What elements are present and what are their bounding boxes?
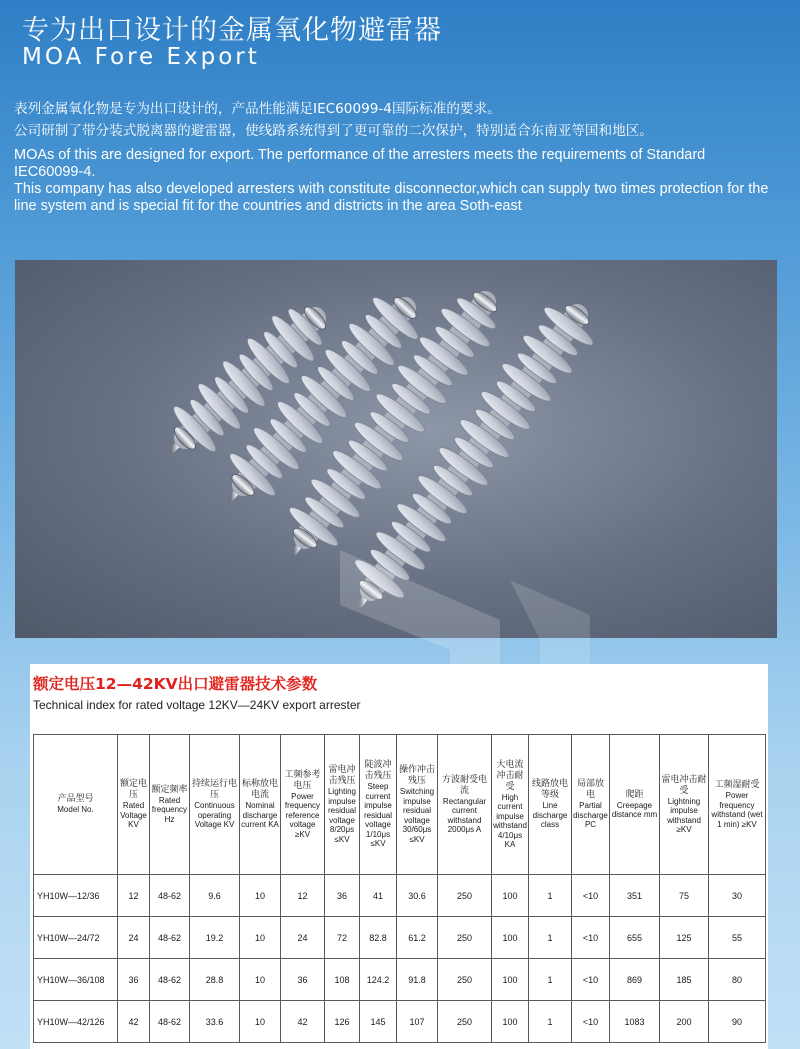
table-cell: 250 <box>438 917 492 959</box>
table-cell: 250 <box>438 1001 492 1043</box>
table-cell: 80 <box>709 959 766 1001</box>
column-header <box>660 735 709 875</box>
column-header <box>190 735 240 875</box>
table-cell: 36 <box>118 959 150 1001</box>
column-header <box>240 735 281 875</box>
table-cell: 100 <box>492 917 529 959</box>
intro-en-paragraph-2: This company has also developed arresters with constitute disconnector,which can supply two times protection for the line system and is special fit for the countries and districts in the area Soth-east <box>14 181 769 214</box>
table-title-cn: 额定电压12—42KV出口避雷器技术参数 <box>33 675 318 693</box>
table-cell: 1083 <box>610 1001 660 1043</box>
column-header-cn: 额定频率 <box>151 784 188 795</box>
column-header <box>492 735 529 875</box>
intro-section <box>14 98 794 215</box>
column-header <box>325 735 360 875</box>
column-header-cn: 雷电冲击耐受 <box>661 774 707 796</box>
table-cell: 1 <box>529 959 572 1001</box>
table-cell: 72 <box>325 917 360 959</box>
table-cell: 100 <box>492 1001 529 1043</box>
table-cell: 10 <box>240 959 281 1001</box>
model-cell: YH10W—12/36 <box>34 875 118 917</box>
arrester-illustration <box>15 260 777 638</box>
table-cell: <10 <box>572 875 610 917</box>
column-header <box>709 735 766 875</box>
column-header <box>150 735 190 875</box>
table-cell: 145 <box>360 1001 397 1043</box>
column-header-en: Steep current impulse residual voltage 1/10μs ≤KV <box>363 782 392 849</box>
table-cell: 55 <box>709 917 766 959</box>
table-cell: 100 <box>492 959 529 1001</box>
table-cell: 28.8 <box>190 959 240 1001</box>
table-cell: 48-62 <box>150 917 190 959</box>
intro-cn-line-2: 公司研制了带分装式脱离器的避雷器，使线路系统得到了更可靠的二次保护，特别适合东南亚等国和地区。 <box>14 123 653 139</box>
table-cell: 107 <box>397 1001 438 1043</box>
column-header-cn: 雷电冲击残压 <box>328 765 356 786</box>
column-header-en: Rated Voltage KV <box>120 801 147 830</box>
column-header-cn: 操作冲击残压 <box>398 765 435 786</box>
column-header-cn: 工频参考电压 <box>284 769 321 791</box>
table-cell: 100 <box>492 875 529 917</box>
column-header-en: Rated frequency Hz <box>151 795 188 824</box>
column-header <box>529 735 572 875</box>
column-header-en: Partial discharge PC <box>573 801 608 830</box>
table-row <box>34 917 766 959</box>
column-header-cn: 方波耐受电流 <box>441 774 487 796</box>
column-header-en: Creepage distance mm <box>611 800 658 819</box>
table-cell: 10 <box>240 917 281 959</box>
table-cell: 9.6 <box>190 875 240 917</box>
table-cell: 1 <box>529 1001 572 1043</box>
intro-cn-line-1: 表列金属氧化物是专为出口设计的，产品性能满足IEC60099-4国际标准的要求。 <box>14 101 501 117</box>
column-header-cn: 局部放电 <box>576 779 604 801</box>
column-header-cn: 产品型号 <box>57 794 94 805</box>
column-header <box>572 735 610 875</box>
table-header-row <box>34 735 766 875</box>
table-cell: 185 <box>660 959 709 1001</box>
table-cell: 869 <box>610 959 660 1001</box>
table-cell: 41 <box>360 875 397 917</box>
table-cell: 48-62 <box>150 959 190 1001</box>
table-cell: 42 <box>281 1001 325 1043</box>
page-title-cn: 专为出口设计的金属氧化物避雷器 <box>22 15 442 46</box>
model-cell: YH10W—24/72 <box>34 917 118 959</box>
column-header-en: Lighting impulse residual voltage 8/20μs ≤KV <box>327 787 357 844</box>
table-cell: 48-62 <box>150 875 190 917</box>
table-cell: 61.2 <box>397 917 438 959</box>
column-header-cn: 额定电压 <box>119 779 147 801</box>
column-header-en: Nominal discharge current KA <box>241 801 279 830</box>
spec-table-card <box>30 664 768 1049</box>
model-cell: YH10W—42/126 <box>34 1001 118 1043</box>
spec-table <box>33 734 766 1043</box>
product-photo <box>15 260 777 638</box>
table-cell: 126 <box>325 1001 360 1043</box>
table-row <box>34 1001 766 1043</box>
column-header <box>397 735 438 875</box>
table-cell: 655 <box>610 917 660 959</box>
table-cell: <10 <box>572 1001 610 1043</box>
table-row <box>34 875 766 917</box>
table-cell: <10 <box>572 959 610 1001</box>
table-cell: 75 <box>660 875 709 917</box>
column-header <box>360 735 397 875</box>
table-row <box>34 959 766 1001</box>
column-header-cn: 爬距 <box>625 789 644 800</box>
table-cell: 12 <box>118 875 150 917</box>
table-cell: 82.8 <box>360 917 397 959</box>
table-title-en: Technical index for rated voltage 12KV—24KV export arrester <box>33 698 361 712</box>
column-header-en: Model No. <box>57 805 94 815</box>
model-cell: YH10W—36/108 <box>34 959 118 1001</box>
table-cell: 90 <box>709 1001 766 1043</box>
column-header-en: Switching impulse residual voltage 30/60μs ≤KV <box>399 787 435 844</box>
table-cell: 250 <box>438 875 492 917</box>
table-cell: 91.8 <box>397 959 438 1001</box>
column-header <box>118 735 150 875</box>
table-cell: 30.6 <box>397 875 438 917</box>
table-cell: 10 <box>240 875 281 917</box>
column-header-en: Rectangular current withstand 2000μs A <box>442 796 487 834</box>
page-title-en: MOA Fore Export <box>22 44 260 70</box>
table-cell: 125 <box>660 917 709 959</box>
table-cell: 48-62 <box>150 1001 190 1043</box>
column-header-en: Power frequency withstand (wet 1 min) ≥KV <box>711 791 763 829</box>
column-header <box>438 735 492 875</box>
column-header-en: Lightning impulse withstand ≥KV <box>667 796 701 834</box>
column-header-cn: 工频湿耐受 <box>714 780 760 790</box>
table-cell: 1 <box>529 875 572 917</box>
table-cell: 200 <box>660 1001 709 1043</box>
column-header-cn: 大电流冲击耐受 <box>496 759 524 792</box>
table-cell: 33.6 <box>190 1001 240 1043</box>
column-header-en: Power frequency reference voltage ≥KV <box>284 791 321 839</box>
table-cell: 24 <box>118 917 150 959</box>
column-header-cn: 线路放电等级 <box>531 779 568 801</box>
table-cell: 42 <box>118 1001 150 1043</box>
table-cell: 351 <box>610 875 660 917</box>
table-cell: 36 <box>281 959 325 1001</box>
column-header-cn: 标称放电电流 <box>241 779 278 801</box>
column-header <box>34 735 118 875</box>
table-cell: <10 <box>572 917 610 959</box>
column-header-en: Line discharge class <box>532 801 568 830</box>
table-cell: 30 <box>709 875 766 917</box>
table-cell: 124.2 <box>360 959 397 1001</box>
table-cell: 36 <box>325 875 360 917</box>
column-header-en: High current impulse withstand 4/10μs KA <box>493 792 527 849</box>
column-header-cn: 陡波冲击残压 <box>364 760 392 782</box>
column-header <box>281 735 325 875</box>
table-cell: 10 <box>240 1001 281 1043</box>
intro-en-paragraph-1: MOAs of this are designed for export. The performance of the arresters meets the requirements of Standard IEC60099-4. <box>14 147 706 180</box>
column-header-cn: 持续运行电压 <box>191 779 237 801</box>
column-header-en: Continuous operating Voltage KV <box>194 801 235 830</box>
table-cell: 108 <box>325 959 360 1001</box>
table-cell: 24 <box>281 917 325 959</box>
table-cell: 19.2 <box>190 917 240 959</box>
column-header <box>610 735 660 875</box>
table-cell: 250 <box>438 959 492 1001</box>
table-cell: 1 <box>529 917 572 959</box>
table-cell: 12 <box>281 875 325 917</box>
